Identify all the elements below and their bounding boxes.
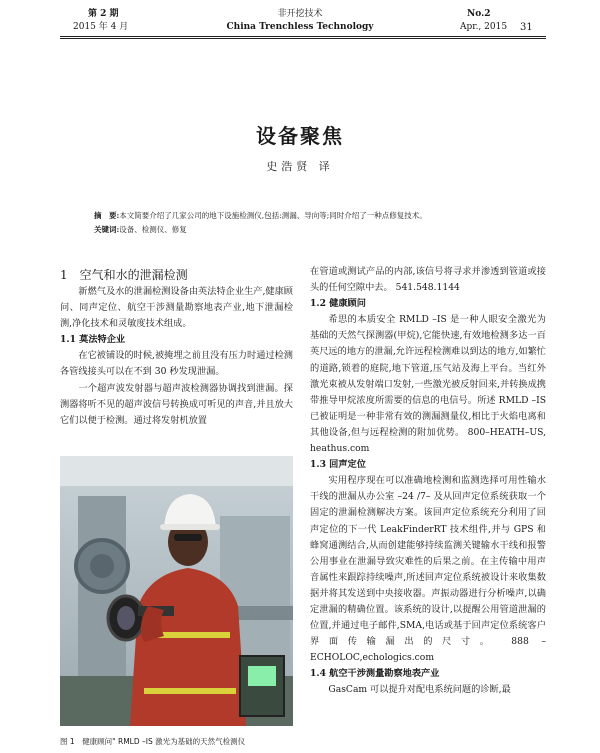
- header-journal-en: China Trenchless Technology: [226, 22, 374, 32]
- contact-moffat: 541.548.1144: [395, 282, 460, 294]
- paragraph-1-4: GasCam 可以提升对配电系统问题的诊断,最: [328, 684, 511, 696]
- paragraph-1-1-b: 一个超声波发射器与超声波检测器协调找到泄漏。探测器将听不见的超声波信号转换成可听见的声音,并且放大它们以便于检测。通过将发射机放置: [60, 382, 293, 426]
- page-number: 31: [520, 22, 533, 33]
- figure-caption: 图 1 健康顾问" RMLD –IS 激光为基础的天然气检测仪: [60, 737, 246, 746]
- continued-paragraph: 在管道或测试产品的内部,该信号将寻求并渗透到管道或接头的任何空隙中去。 541.548.1144: [310, 266, 546, 294]
- keywords-label: 关键词:: [94, 225, 120, 234]
- section-heading-1-4: 1.4 航空干涉测量勘察地表产业: [310, 668, 440, 680]
- abstract-label: 摘 要:: [94, 211, 120, 220]
- contact-echologics: 888 – ECHOLOC,echologics.com: [310, 636, 547, 664]
- abstract-text: 本文简要介绍了几家公司的地下设施检测仪,包括:测漏、导向等;同时介绍了一种点修复技术。: [119, 211, 427, 220]
- worker-illustration: [60, 456, 293, 726]
- header-journal-cn: 非开挖技术: [277, 9, 323, 19]
- section-heading-1: 1 空气和水的泄漏检测: [60, 268, 188, 282]
- article-authors: 史浩贤 译: [266, 160, 334, 173]
- header-date-cn: 2015 年 4 月: [73, 22, 129, 32]
- intro-paragraph: 新燃气及水的泄漏检测设备由英法特企业生产,健康顾问、同声定位、航空干涉测量勘察地表产业,地下泄漏检测,净化技术和灵敏度技术组成。: [60, 286, 293, 330]
- right-column: [310, 264, 546, 699]
- section-heading-1-1: 1.1 莫法特企业: [60, 334, 126, 346]
- header-issue: 第 2 期: [88, 9, 119, 19]
- header-rule: [60, 36, 546, 37]
- abstract: [94, 209, 504, 223]
- keywords-text: 设备、检测仪、修复: [119, 225, 187, 234]
- contact-heath: 800–HEATH–US, heathus.com: [310, 426, 546, 455]
- keywords: [94, 223, 504, 237]
- figure-photo: [60, 456, 293, 726]
- header-number: No.2: [467, 9, 491, 19]
- paragraph-1-2: 希思的本质安全 RMLD –IS 是一种人眼安全激光为基础的天然气探测器(甲烷),它能快速,有效地检测多达一百英尺远的地方的泄漏,允许远程检测难以到达的地方,如繁忙的道路,锁着的庭院,地下管道,压气站及海上平台。当红外激光束被从发射端口发射,一些激光被反射回来,并转换成携带推导甲烷浓度所需要的信息的电信号。所述 RMLD –IS 已被证明是一种非常有效的测漏测量仪,相比于火焰电离和其他设备,但与远程检测的附加优势。 800–HEATH–US, heathus.com: [310, 314, 546, 455]
- section-heading-1-3: 1.3 回声定位: [310, 459, 366, 471]
- paragraph-1-1-a: 在它被铺设的时候,被掩埋之前且没有压力时通过检测各管线接头可以在不到 30 秒发现泄漏。: [60, 350, 293, 378]
- left-column: [60, 266, 293, 429]
- header-date-en: Apr., 2015: [460, 22, 508, 32]
- header-rule-thin: [60, 38, 546, 39]
- paragraph-1-3: 实用程序现在可以准确地检测和监测选择可用性输水干线的泄漏从办公室 –24 /7– 及从回声定位系统获取一个固定的泄漏检测解决方案。该回声定位系统充分利用了回声定位的下一代 LeakFinderRT 技术组件,并与 GPS 和蜂窝通测结合,从而创建能够持续监测关键输水干线和报警公用事业在泄漏导致灾难性的后果之前。在主传输中用声音属性来跟踪持续噪声,所述回声定位系统被设计来收集数据并将其发送到中央接收器。声振动器进行分析噪声,以确定泄漏的精确位置。该系统的设计,以提醒公用管道泄漏的位置,并通过电子邮件,SMA,电话或基于回声定位系统客户界面传输漏出的尺寸。 888 – ECHOLOC,echologics.com: [310, 475, 547, 664]
- article-title: 设备聚焦: [256, 124, 344, 148]
- section-heading-1-2: 1.2 健康顾问: [310, 298, 366, 310]
